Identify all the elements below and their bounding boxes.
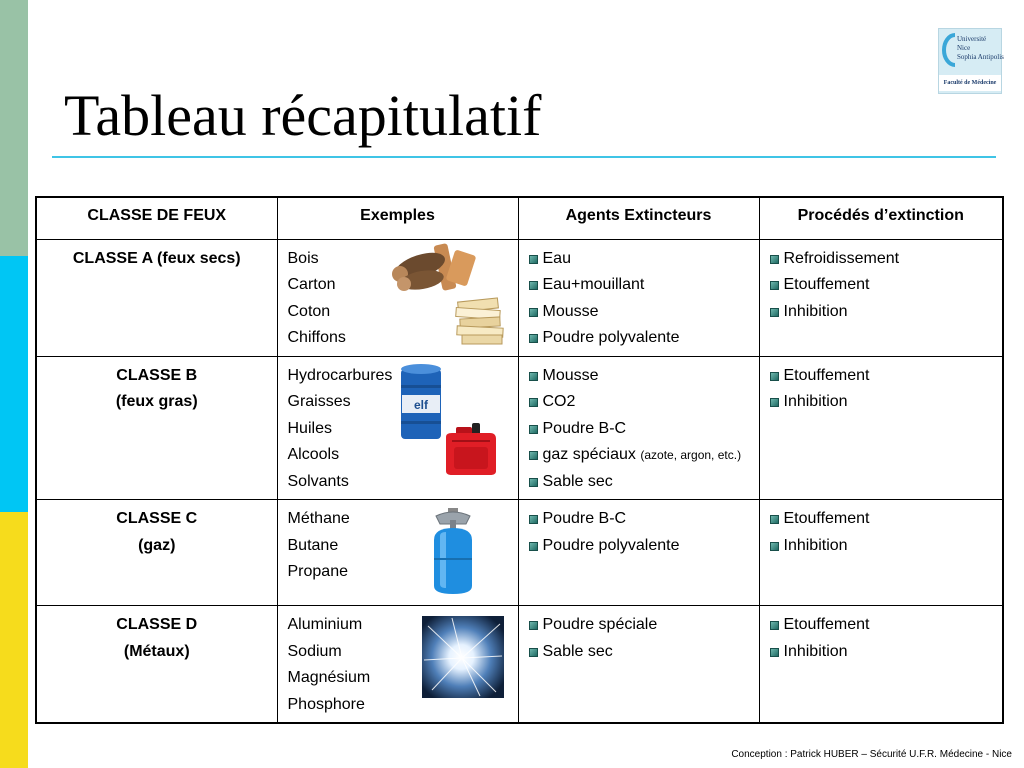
procedure-item: Etouffement (770, 612, 993, 639)
example-item: Aluminium (287, 616, 363, 633)
example-item: Graisses (287, 393, 351, 410)
table-row-class-d (36, 606, 1003, 724)
agents-cell (518, 606, 759, 724)
procedures-cell (759, 356, 1003, 500)
class-name: CLASSE A (feux secs) (72, 249, 241, 267)
agents-cell (518, 356, 759, 500)
procedures-cell (759, 606, 1003, 724)
agent-item-note: (azote, argon, etc.) (640, 448, 742, 462)
summary-table (35, 196, 1004, 724)
metal-sparks-icon (422, 616, 504, 698)
class-name: CLASSE C (116, 510, 198, 527)
example-item: Bois (287, 249, 319, 267)
university-logo (938, 28, 1002, 94)
procedure-item: Inhibition (770, 299, 993, 326)
header-agents: Agents Extincteurs (518, 197, 759, 239)
class-subtitle: (feux gras) (115, 393, 198, 410)
logo-text-line3: Sophia Antipolis (957, 53, 1004, 61)
agent-item: Eau (529, 246, 749, 273)
procedure-item: Etouffement (770, 272, 993, 299)
agent-item: Mousse (529, 299, 749, 326)
example-item: Alcools (287, 446, 340, 463)
agent-item: Sable sec (529, 469, 749, 496)
procedure-item: Inhibition (770, 389, 993, 416)
procedures-cell (759, 500, 1003, 606)
header-fire-class: CLASSE DE FEUX (36, 197, 277, 239)
logo-text-line1: Université (957, 35, 987, 43)
examples-cell (277, 239, 518, 356)
class-cell (36, 239, 277, 356)
table-row-class-c (36, 500, 1003, 606)
procedure-item: Etouffement (770, 363, 993, 390)
example-item: Sodium (287, 642, 342, 660)
procedure-item: Refroidissement (770, 246, 993, 273)
example-item: Solvants (287, 472, 349, 490)
fuel-jerrycan-icon (442, 421, 500, 477)
agent-item: Sable sec (529, 639, 749, 666)
procedure-item: Inhibition (770, 533, 993, 560)
examples-cell (277, 356, 518, 500)
header-examples: Exemples (277, 197, 518, 239)
side-bar-green (0, 0, 28, 256)
agent-item: CO2 (529, 389, 749, 416)
barrel-brand-label: elf (413, 397, 428, 412)
procedure-item: Inhibition (770, 639, 993, 666)
class-name: CLASSE D (116, 616, 198, 633)
agent-item (529, 442, 749, 469)
example-item: Méthane (287, 510, 350, 527)
title-underline (52, 156, 996, 158)
side-bar-cyan (0, 256, 28, 512)
side-bar-yellow (0, 512, 28, 768)
example-item: Hydrocarbures (287, 366, 393, 384)
gas-bottle-icon (426, 506, 480, 598)
agent-item: Poudre B-C (529, 416, 749, 443)
procedure-item: Etouffement (770, 506, 993, 533)
table-header-row (36, 197, 1003, 239)
wood-logs-icon (390, 242, 480, 294)
agent-item: Mousse (529, 363, 749, 390)
paper-stack-icon (454, 294, 508, 346)
example-item: Coton (287, 302, 331, 320)
footer-credit: Conception : Patrick HUBER – Sécurité U.F.R. Médecine - Nice (731, 749, 1012, 760)
example-item: Propane (287, 563, 348, 580)
slide-title: Tableau récapitulatif (64, 83, 542, 148)
examples-cell (277, 606, 518, 724)
example-item: Chiffons (287, 329, 346, 346)
agent-item: Poudre B-C (529, 506, 749, 533)
agent-item-text: gaz spéciaux (542, 446, 636, 463)
agents-cell (518, 500, 759, 606)
example-item: Butane (287, 536, 339, 554)
agent-item: Poudre polyvalente (529, 533, 749, 560)
header-procedures: Procédés d’extinction (759, 197, 1003, 239)
agents-cell (518, 239, 759, 356)
logo-faculty-label: Faculté de Médecine (939, 75, 1001, 91)
example-item: Carton (287, 276, 336, 293)
class-subtitle: (Métaux) (123, 642, 190, 660)
procedures-cell (759, 239, 1003, 356)
table-row-class-a (36, 239, 1003, 356)
example-item: Huiles (287, 419, 332, 437)
example-item: Magnésium (287, 669, 371, 686)
oil-barrel-icon (398, 363, 444, 443)
example-item: Phosphore (287, 695, 365, 713)
examples-cell (277, 500, 518, 606)
agent-item: Poudre spéciale (529, 612, 749, 639)
class-name: CLASSE B (116, 366, 198, 384)
table-row-class-b (36, 356, 1003, 500)
university-logo-mark (942, 33, 958, 67)
class-cell (36, 356, 277, 500)
logo-text-line2: Nice (957, 44, 971, 52)
class-cell (36, 500, 277, 606)
class-cell (36, 606, 277, 724)
agent-item: Poudre polyvalente (529, 325, 749, 352)
class-subtitle: (gaz) (138, 536, 176, 554)
agent-item: Eau+mouillant (529, 272, 749, 299)
